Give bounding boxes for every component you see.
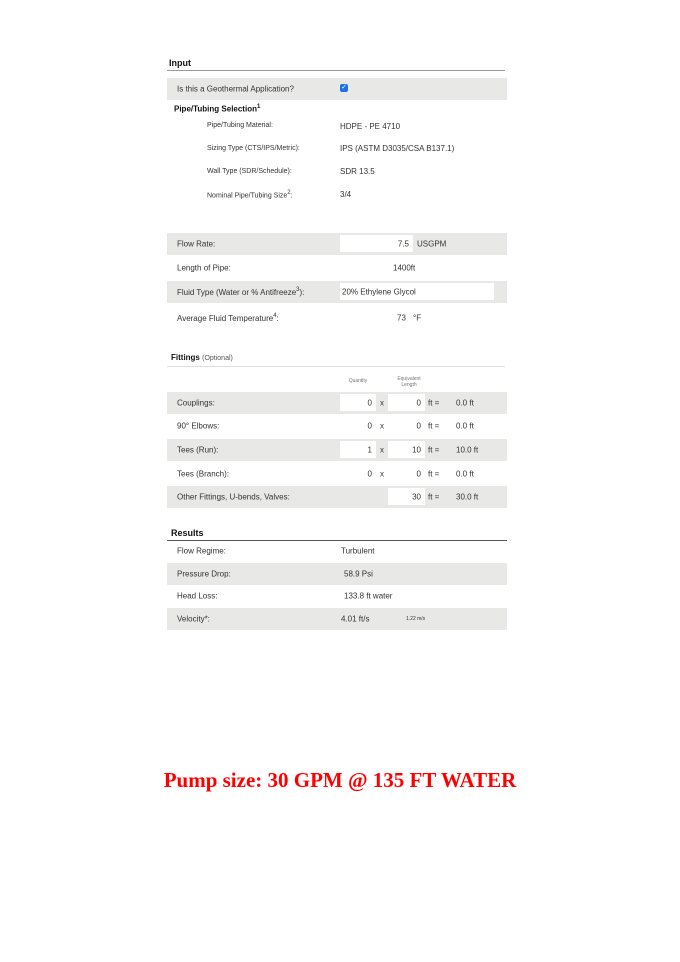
temperature-label: Average Fluid Temperature$^4$:: [177, 313, 279, 323]
flow-regime-label: Flow Regime:: [177, 546, 226, 556]
flow-rate-row: [167, 233, 507, 255]
fluid-type-row: [167, 281, 507, 303]
temperature-unit: °F: [413, 313, 422, 323]
velocity-value: 4.01 ft/s: [341, 614, 370, 624]
fitting-row: [167, 415, 507, 437]
flow-rate-unit: USGPM: [417, 239, 447, 249]
flow-rate-label: Flow Rate:: [177, 239, 216, 249]
fitting-quantity-input[interactable]: [340, 394, 376, 411]
fitting-equivalent: 0: [416, 398, 421, 407]
fluid-type-label: Fluid Type (Water or % Antifreeze$^3$):: [177, 287, 305, 297]
head-loss-value: 133.8 ft water: [344, 591, 393, 601]
flow-regime-value: Turbulent: [341, 546, 375, 556]
wall-label: Wall Type (SDR/Schedule):: [207, 168, 292, 175]
pressure-drop-row: [167, 563, 507, 585]
fitting-total: 10.0 ft: [456, 445, 479, 455]
fittings-title: Fittings (Optional): [171, 353, 233, 362]
fitting-equivalent: 30: [412, 492, 421, 501]
fitting-quantity-input[interactable]: [340, 417, 376, 434]
fitting-ft-equals: ft =: [428, 398, 440, 408]
fitting-quantity: 1: [367, 445, 372, 454]
sizing-value[interactable]: IPS (ASTM D3035/CSA B137.1): [340, 144, 455, 153]
pump-size-note: Pump size: 30 GPM @ 135 FT WATER: [163, 768, 517, 792]
head-loss-row: [167, 585, 507, 607]
fitting-equivalent: 10: [412, 445, 421, 454]
fitting-row: [167, 486, 507, 508]
fitting-quantity-input[interactable]: [340, 465, 376, 482]
temperature-row: [167, 307, 507, 329]
fitting-quantity: 0: [367, 398, 372, 407]
size-value[interactable]: 3/4: [340, 190, 352, 199]
flow-regime-row: [167, 540, 507, 562]
fitting-ft-equals: ft =: [428, 469, 440, 479]
geothermal-label: Is this a Geothermal Application?: [177, 84, 294, 94]
equivalent-length-header: Equivalent Length: [397, 376, 421, 388]
fitting-quantity: 0: [367, 421, 372, 430]
fitting-equivalent-input[interactable]: [388, 488, 425, 505]
fitting-total: 30.0 ft: [456, 492, 479, 502]
fitting-equivalent-input[interactable]: [388, 441, 425, 458]
fluid-type-value: 20% Ethylene Glycol: [342, 287, 416, 296]
fitting-ft-equals: ft =: [428, 421, 440, 431]
input-divider: [167, 70, 505, 71]
fitting-multiply: x: [380, 421, 384, 431]
geothermal-checkbox[interactable]: ✓: [341, 84, 347, 91]
material-value[interactable]: HDPE - PE 4710: [340, 122, 401, 131]
fitting-row: [167, 392, 507, 414]
fitting-label: Other Fittings, U-bends, Valves:: [177, 492, 290, 502]
fitting-quantity-input[interactable]: [340, 441, 376, 458]
velocity-label: Velocity*:: [177, 614, 210, 624]
fluid-type-select[interactable]: [340, 283, 494, 300]
results-section-title: Results: [171, 528, 204, 538]
temperature-value[interactable]: 73: [397, 313, 406, 323]
fitting-equivalent: 0: [416, 469, 421, 478]
fitting-equivalent-input[interactable]: [388, 465, 425, 482]
fitting-quantity: 0: [367, 469, 372, 478]
fitting-multiply: x: [380, 398, 384, 408]
sizing-label: Sizing Type (CTS/IPS/Metric):: [207, 145, 300, 152]
fitting-label: Couplings:: [177, 398, 215, 408]
length-row: [167, 257, 507, 279]
input-section-title: Input: [169, 58, 191, 68]
geothermal-row: [167, 78, 507, 100]
fitting-ft-equals: ft =: [428, 445, 440, 455]
fitting-equivalent: 0: [416, 421, 421, 430]
flow-rate-input[interactable]: [340, 235, 413, 252]
fitting-total: 0.0 ft: [456, 398, 474, 408]
material-label: Pipe/Tubing Material:: [207, 122, 273, 129]
head-loss-label: Head Loss:: [177, 591, 218, 601]
length-value[interactable]: 1400ft: [393, 263, 416, 273]
fitting-label: Tees (Branch):: [177, 469, 230, 479]
wall-value[interactable]: SDR 13.5: [340, 167, 375, 176]
fitting-label: Tees (Run):: [177, 445, 219, 455]
size-label: Nominal Pipe/Tubing Size$^2$:: [207, 190, 293, 200]
fitting-equivalent-input[interactable]: [388, 417, 425, 434]
fittings-divider: [167, 366, 505, 367]
fitting-multiply: x: [380, 469, 384, 479]
pressure-drop-label: Pressure Drop:: [177, 569, 231, 579]
fitting-multiply: x: [380, 445, 384, 455]
fitting-label: 90° Elbows:: [177, 421, 220, 431]
flow-rate-value: 7.5: [397, 239, 409, 248]
pipe-selection-title: Pipe/Tubing Selection$^1$: [174, 104, 261, 114]
pressure-drop-value: 58.9 Psi: [344, 569, 373, 579]
velocity-row: [167, 608, 507, 630]
fitting-ft-equals: ft =: [428, 492, 440, 502]
velocity-metric-value: 1.22 m/s: [406, 616, 426, 622]
fitting-total: 0.0 ft: [456, 421, 474, 431]
fitting-equivalent-input[interactable]: [388, 394, 425, 411]
fitting-total: 0.0 ft: [456, 469, 474, 479]
fitting-row: [167, 463, 507, 485]
length-label: Length of Pipe:: [177, 263, 231, 273]
fitting-row: [167, 439, 507, 461]
quantity-header: Quantity: [348, 378, 368, 384]
